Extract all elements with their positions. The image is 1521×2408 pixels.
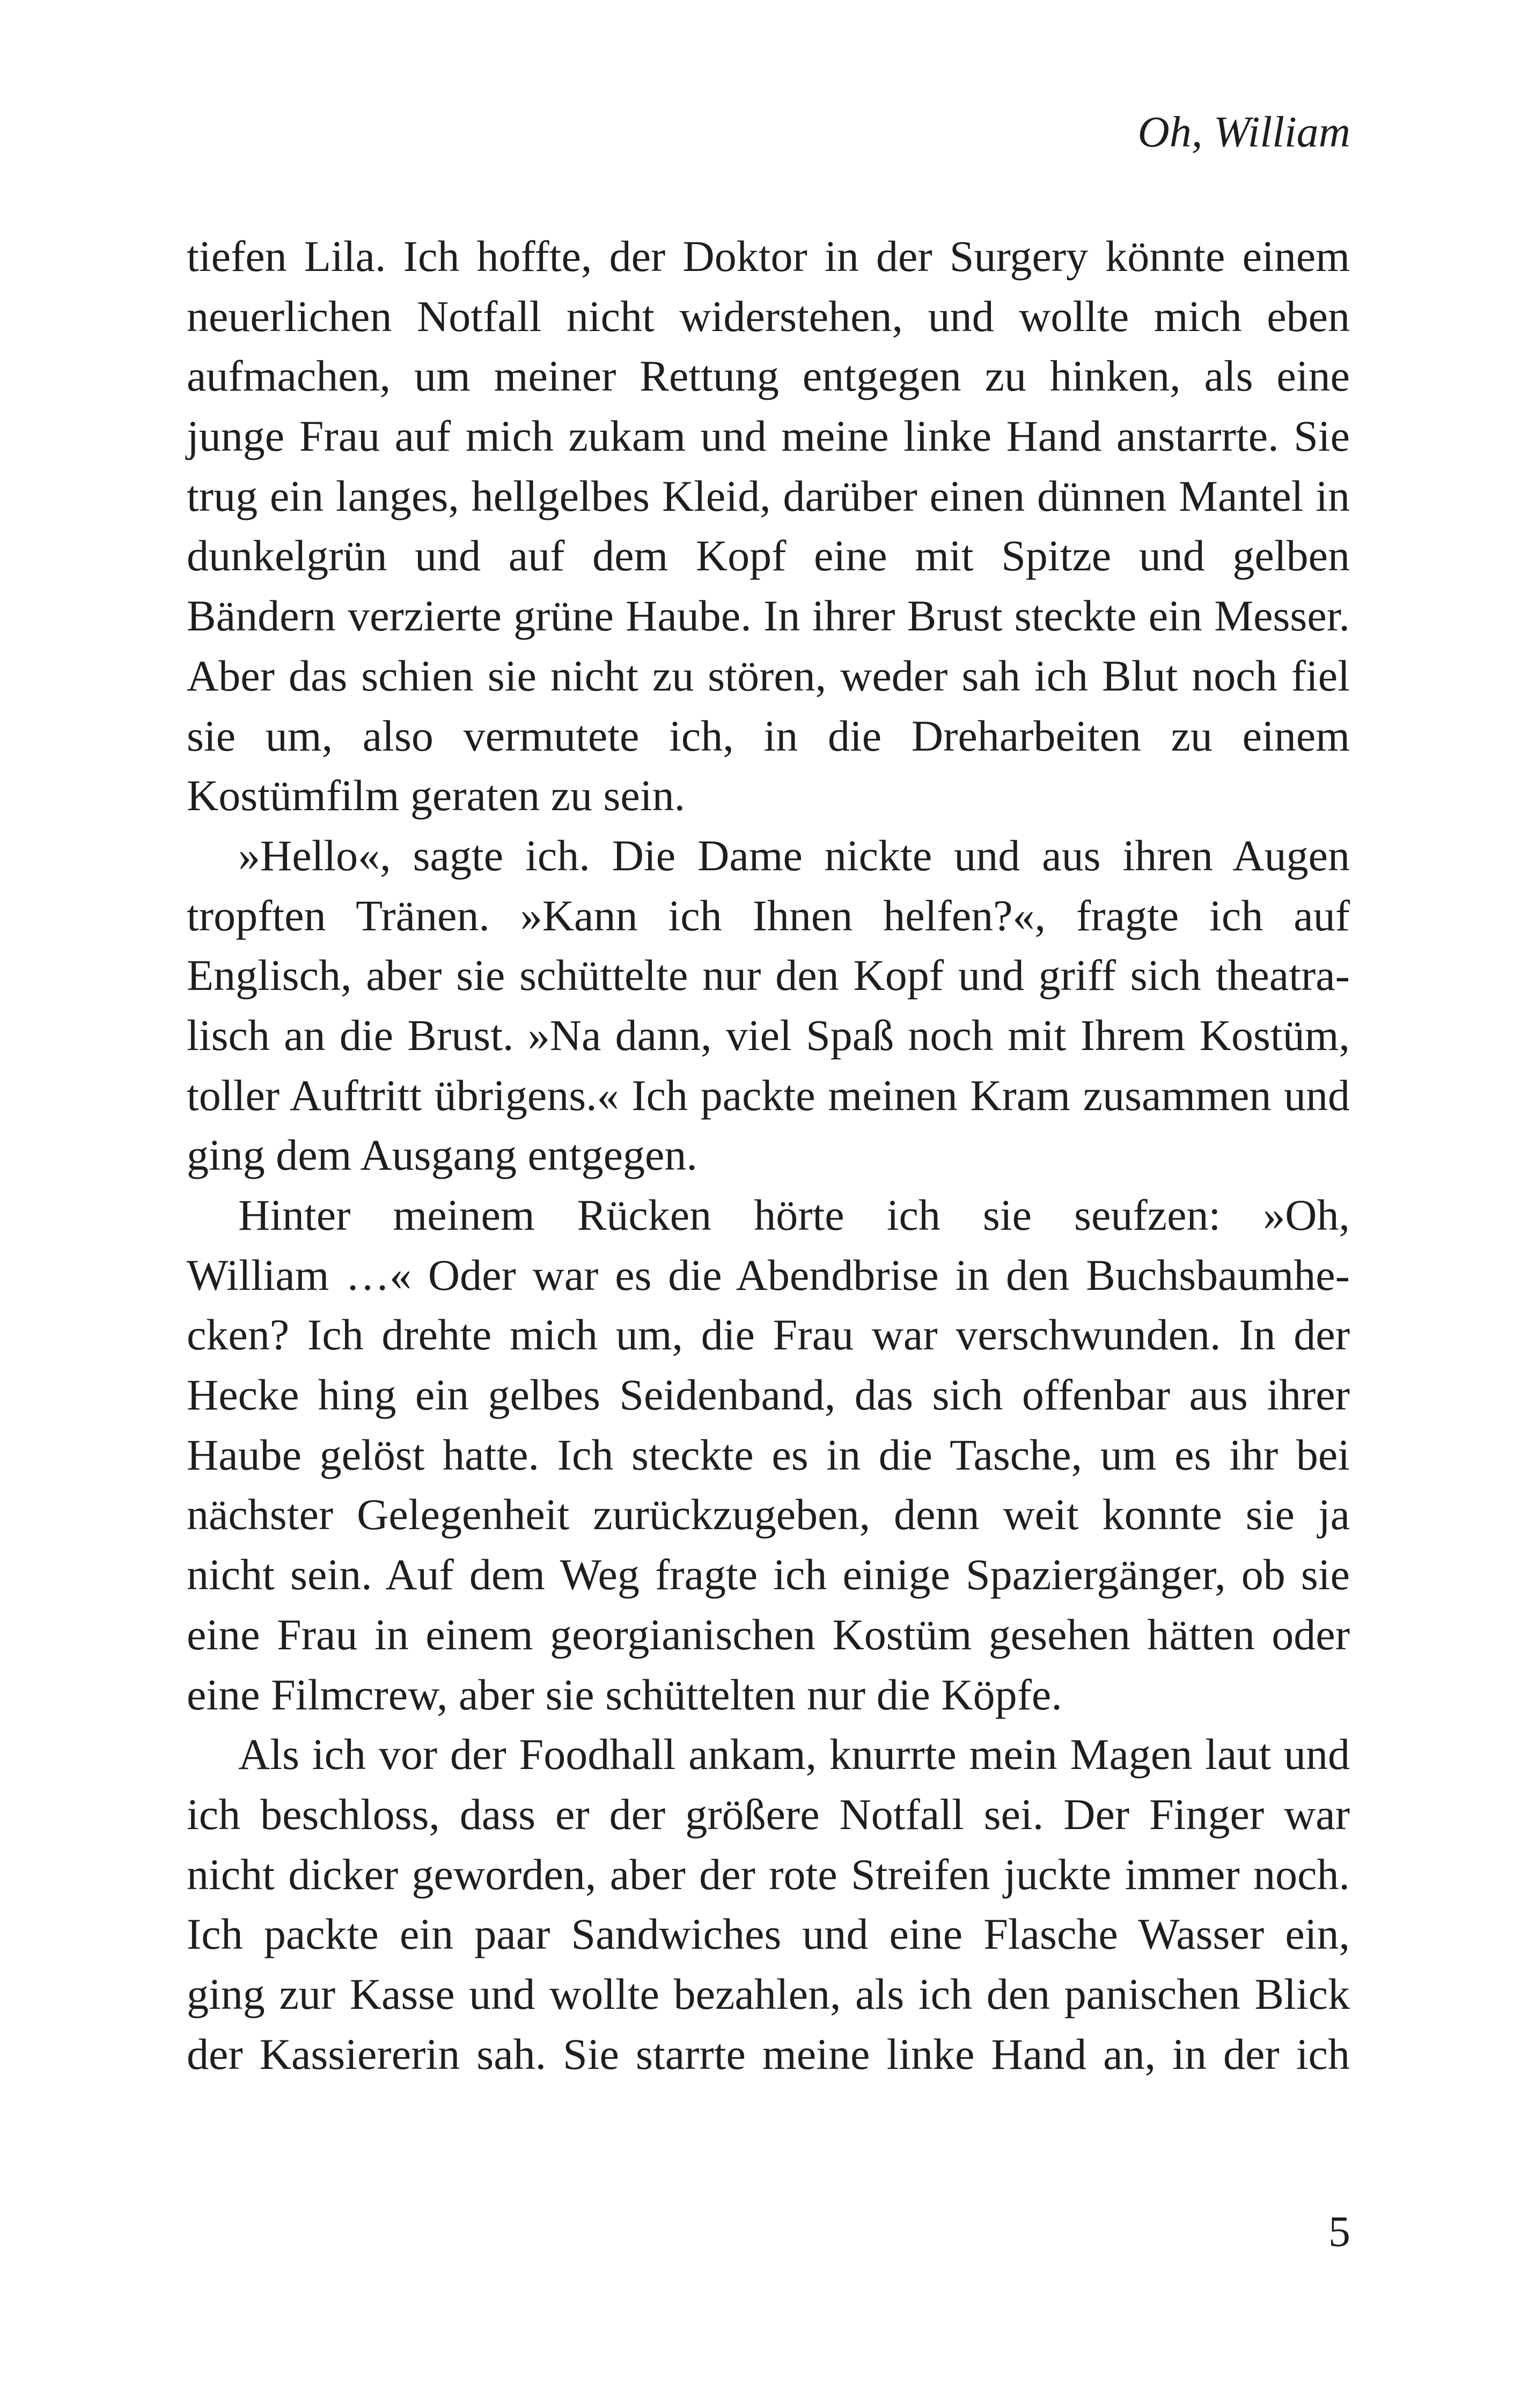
text-line: Aber das schien sie nicht zu stören, weder sah ich Blut noch fiel: [187, 651, 1350, 700]
text-line: cken? Ich drehte mich um, die Frau war verschwunden. In der: [187, 1310, 1350, 1360]
text-line: Englisch, aber sie schüttelte nur den Kopf und griff sich theatra-: [187, 951, 1350, 1000]
text-line: ging zur Kasse und wollte bezahlen, als ich den panischen Blick: [187, 1969, 1350, 2018]
text-line: tropften Tränen. »Kann ich Ihnen helfen?«, fragte ich auf: [187, 891, 1350, 940]
text-line-paragraph-start: »Hello«, sagte ich. Die Dame nickte und aus ihren Augen: [238, 831, 1350, 880]
text-line-paragraph-end: ging dem Ausgang entgegen.: [187, 1130, 697, 1180]
text-line: der Kassiererin sah. Sie starrte meine linke Hand an, in der ich: [187, 2029, 1350, 2079]
text-line-paragraph-start: Hinter meinem Rücken hörte ich sie seufzen: »Oh,: [238, 1191, 1350, 1239]
text-line: ich beschloss, dass er der größere Notfall sei. Der Finger war: [187, 1789, 1350, 1839]
text-line: tiefen Lila. Ich hoffte, der Doktor in der Surgery könnte einem: [187, 232, 1350, 281]
text-line: Haube gelöst hatte. Ich steckte es in die Tasche, um es ihr bei: [187, 1430, 1350, 1479]
body-text: [187, 226, 1350, 2084]
text-line-paragraph-end: eine Filmcrew, aber sie schüttelten nur die Köpfe.: [187, 1670, 1062, 1719]
text-line: dunkelgrün und auf dem Kopf eine mit Spitze und gelben: [187, 531, 1350, 581]
text-line: nicht sein. Auf dem Weg fragte ich einige Spaziergänger, ob sie: [187, 1550, 1350, 1599]
text-line: toller Auftritt übrigens.« Ich packte meinen Kram zusammen und: [187, 1070, 1350, 1120]
text-line: neuerlichen Notfall nicht widerstehen, und wollte mich eben: [187, 291, 1350, 341]
text-line: eine Frau in einem georgianischen Kostüm gesehen hätten oder: [187, 1610, 1350, 1659]
text-line: lisch an die Brust. »Na dann, viel Spaß noch mit Ihrem Kostüm,: [187, 1010, 1350, 1060]
text-line: trug ein langes, hellgelbes Kleid, darüber einen dünnen Mantel in: [187, 471, 1350, 520]
text-line: sie um, also vermutete ich, in die Dreharbeiten zu einem: [187, 711, 1350, 760]
text-line: Ich packte ein paar Sandwiches und eine Flasche Wasser ein,: [187, 1910, 1350, 1959]
text-line: Bändern verzierte grüne Haube. In ihrer Brust steckte ein Messer.: [187, 591, 1350, 641]
text-line: aufmachen, um meiner Rettung entgegen zu hinken, als eine: [187, 351, 1350, 401]
text-line: nicht dicker geworden, aber der rote Streifen juckte immer noch.: [187, 1849, 1350, 1899]
text-line-paragraph-end: Kostümfilm geraten zu sein.: [187, 771, 686, 820]
text-line: junge Frau auf mich zukam und meine linke Hand anstarrte. Sie: [187, 412, 1350, 461]
text-line: William …« Oder war es die Abendbrise in den Buchsbaumhe-: [187, 1250, 1350, 1300]
text-line-paragraph-start: Als ich vor der Foodhall ankam, knurrte mein Magen laut und: [238, 1730, 1350, 1779]
running-head: Oh, William: [1137, 107, 1350, 156]
text-line: nächster Gelegenheit zurückzugeben, denn weit konnte sie ja: [187, 1490, 1350, 1539]
page-number: 5: [1328, 2207, 1350, 2256]
text-line: Hecke hing ein gelbes Seidenband, das sich offenbar aus ihrer: [187, 1370, 1350, 1420]
